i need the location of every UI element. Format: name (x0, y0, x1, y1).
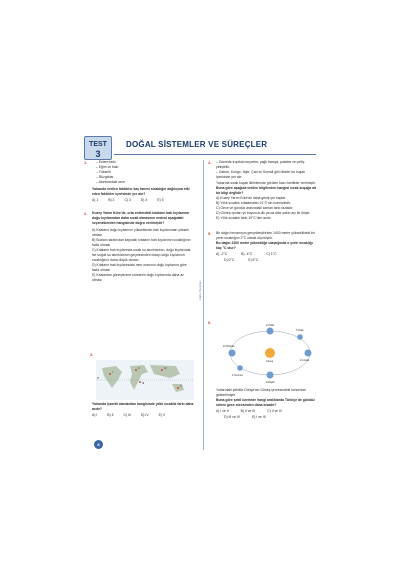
page-number: 8 (94, 440, 103, 449)
option-d[interactable]: D) Güneş ışınları yıl boyunca dik ya da dike yakın açı ile düşer. (216, 211, 311, 215)
test-badge-label: TEST (89, 141, 107, 148)
publisher-side-label: Zafer Yayınları (198, 280, 202, 300)
question-intro: Yukarıda sıcak kuşak iklimlerinde görülen bazı özellikler verilmiştir. (216, 181, 316, 185)
question-1 (84, 160, 194, 203)
option-b[interactable]: B) 2 (108, 198, 115, 202)
option-c[interactable]: C) 3 (124, 198, 131, 202)
world-map-svg (96, 360, 194, 400)
option-d[interactable]: D) III ve IV (224, 415, 241, 419)
list-item: – Enlem farkı (96, 160, 116, 164)
map-label-1: I (112, 371, 113, 374)
option-b[interactable]: B) Yıllık sıcaklık ortalamaları 21°C'nin üzerindedir. (216, 201, 291, 205)
orbit-svg (222, 322, 318, 384)
question-number: 6. (208, 320, 212, 325)
earth-icon (305, 350, 312, 357)
orbit-label-jan3: 3 Ocak (296, 329, 304, 332)
right-column (208, 160, 318, 263)
option-c[interactable]: C) 1°C (266, 252, 277, 256)
sun-icon (265, 348, 275, 358)
map-label-2: II (138, 367, 140, 370)
question-stem: Yukarıda işaretli alanlardan hangisinde yıllık sıcaklık farkı daha azdır? (92, 402, 194, 411)
option-c[interactable]: C) Gece ve gündüz arasındaki zaman farkı fazladır. (216, 206, 294, 210)
list-item: – Yükselti (96, 170, 111, 174)
question-2 (84, 211, 194, 283)
question-number: 2. (84, 211, 88, 216)
world-map (96, 360, 194, 400)
question-stem: Kuzey Yarım Küre'de, orta enlemdeki kıtaların batı kıyılarının doğu kıyılarından daha sıcak olmasının nedeni aşağıdaki seçeneklerden hangisinde doğru verilmiştir? (92, 211, 190, 225)
option-a[interactable]: A) Kuzey Yarım Küre'de daha geniş yer kaplar. (216, 196, 287, 200)
question-intro: Yukarıdaki şekilde Dünya'nın Güneş çevresindeki konumları gösterilmiştir. (216, 388, 306, 397)
page-title: DOĞAL SİSTEMLER VE SÜREÇLER (126, 140, 268, 149)
answer-options-row-2 (216, 258, 318, 263)
question-6 (216, 388, 318, 420)
question-number: 1. (84, 160, 88, 165)
header-divider (114, 154, 316, 155)
question-number: 3. (90, 352, 94, 357)
earth-icon (237, 365, 243, 371)
question-5 (208, 231, 318, 263)
answer-options-row-1 (216, 409, 318, 414)
option-b[interactable]: B) II (107, 413, 114, 417)
map-label-4: IV (164, 367, 167, 370)
answer-options (92, 413, 194, 418)
list-item: – Gabon, Kongo, Nijer, Çad ve Somali gibi ülkeler bu kuşak içerisinde yer alır. (216, 170, 305, 179)
option-a[interactable]: A) I ve II (216, 409, 229, 413)
option-c[interactable]: C) II ve IV (267, 409, 283, 413)
option-a[interactable]: A) Kıtaların doğu kıyılarının yükseltisinin batı kıyılarından yüksek olması (92, 228, 189, 237)
answer-options-row-1 (216, 252, 318, 257)
answer-options (216, 196, 318, 221)
column-divider (203, 160, 204, 450)
list-item: – Eğim ve bakı (96, 165, 119, 169)
answer-options (92, 228, 194, 283)
option-c[interactable]: C) Kıtaların batı kıyılarında sıcak su akıntılarının, doğu kıyılarında ise soğuk su akıntılarının geçmesinden dolayı doğu kıyılarının sıcaklığının daha düşük olması (92, 248, 191, 262)
left-column (84, 160, 194, 283)
test-badge (84, 136, 112, 160)
answer-options-row-2 (216, 415, 318, 420)
option-d[interactable]: D) 4 (140, 198, 148, 202)
orbit-label-jul4: 4 Temmuz (232, 374, 243, 377)
option-a[interactable]: A) 1 (92, 198, 99, 202)
question-stem: Yukarıda verilen faktörler kaç tanesi sıcaklığın dağılışına etki eden faktörler içerisinde yer alır? (92, 187, 190, 196)
question-number: 4. (208, 160, 212, 165)
option-e[interactable]: E) 5 (157, 198, 164, 202)
sun-label: Güneş (266, 360, 274, 363)
orbit-label-sep23: 23 Eylül (266, 381, 275, 384)
earth-icon (297, 334, 303, 340)
option-d[interactable]: D) IV (140, 413, 149, 417)
option-e[interactable]: E) Yıllık sıcaklık farkı 10°C'den azdır. (216, 216, 272, 220)
list-item: – Genelde tropikal meyveler, yağlı bamya, patates ve çeltiç yetiştirilir. (216, 160, 305, 169)
option-a[interactable]: A) I (92, 413, 98, 417)
question-stem: Buna göre şekil üzerinde hangi aralıklarda Türkiye'de gündüz süresi gece süresinden daha kısadır? (216, 398, 315, 407)
list-item: – Akıntılardaki nem (96, 180, 125, 184)
orbit-label-dec21: 21 Aralık (300, 359, 310, 362)
orbit-label-mar21: 21 Mart (266, 324, 275, 327)
option-b[interactable]: B) Buzlanı tarafından kaynaklı kıtaların batı kıyılarının sıcaklığının farklı olması (92, 238, 191, 247)
question-3 (92, 402, 194, 418)
map-label-3: III (142, 382, 145, 385)
question-4 (208, 160, 318, 221)
test-badge-number: 3 (95, 149, 101, 159)
option-b[interactable]: B) -4°C (241, 252, 253, 256)
list-item: – Rüzgârlar (96, 175, 114, 179)
option-e[interactable]: E) V (158, 413, 166, 417)
option-e[interactable]: E) 6°C (248, 258, 259, 262)
option-d[interactable]: D) Kıtaların batı kıyılarındaki nem oranının doğu kıyılarına göre fazla olması (92, 263, 187, 272)
option-b[interactable]: B) II ve III (240, 409, 256, 413)
earth-icon (229, 350, 236, 357)
map-label-5: V (180, 385, 182, 388)
answer-options (92, 198, 194, 203)
option-e[interactable]: E) Kıtalardan güneşlenme süresinin doğu kıyılarında daha az olması (92, 273, 184, 282)
question-stem: Buna göre aşağıda verilen bilgilerden hangisi sıcak kuşağa ait bir bilgi değildir? (216, 186, 317, 195)
option-e[interactable]: E) I ve III (252, 415, 266, 419)
earth-orbit-diagram (222, 322, 318, 384)
option-d[interactable]: D) 0°C (224, 258, 235, 262)
option-a[interactable]: A) -2°C (216, 252, 228, 256)
question-intro: Bir dağın tırmanışını gerçekleştirirken 1400 metre yükseklikteki bir yerin sıcaklığını 2°C olarak ölçmüştür. (216, 231, 315, 240)
earth-icon (267, 328, 274, 335)
equator-label: 0° (97, 377, 100, 380)
test-header (84, 136, 316, 158)
earth-icon (267, 372, 274, 379)
question-number: 5. (208, 231, 212, 236)
orbit-label-jun21: 21 Haziran (223, 345, 235, 348)
question-stem: Bu dağın 2200 metre yüksekliğe ulaştığında o yerin sıcaklığı kaç °C olur? (216, 241, 313, 250)
option-c[interactable]: C) III (123, 413, 131, 417)
